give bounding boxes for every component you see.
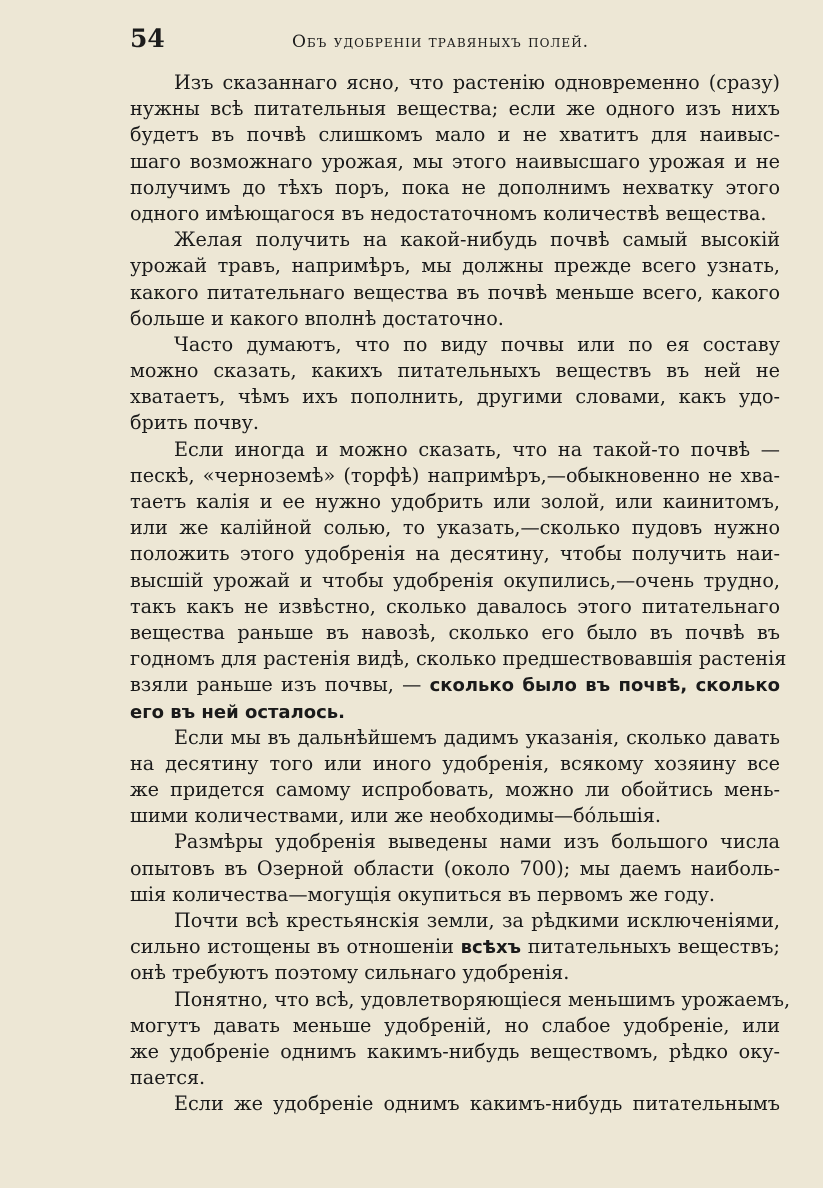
text-line: [130, 541, 780, 567]
body-text: [130, 70, 791, 1118]
line-text: взяли раньше изъ почвы, —: [130, 673, 430, 697]
paragraph-first-line: [130, 725, 780, 751]
paragraph-first-line: [130, 908, 780, 934]
line-text: на десятину того или иного удобренія, всякому хозяину все: [130, 751, 780, 775]
line-text: пается.: [130, 1066, 206, 1090]
line-text: вещества раньше въ навозѣ, сколько его было въ почвѣ въ: [130, 620, 780, 644]
line-text: Часто думаютъ, что по виду почвы или по ея составу: [174, 332, 780, 356]
line-text: какого питательнаго вещества въ почвѣ меньше всего, какого: [130, 280, 780, 304]
line-text: Если мы въ дальнѣйшемъ дадимъ указанія, сколько давать: [174, 725, 780, 749]
text-line: [130, 201, 780, 227]
paragraph-first-line: [130, 332, 780, 358]
line-text: одного имѣющагося въ недостаточномъ количествѣ вещества.: [130, 201, 767, 225]
line-text: Если же удобреніе однимъ какимъ-нибудь питательнымъ: [174, 1092, 780, 1116]
emphasized-phrase: сколько было въ почвѣ, сколько: [429, 675, 780, 697]
line-text: таетъ калія и ее нужно удобрить или золой, или каинитомъ,: [130, 490, 780, 513]
text-line: [130, 672, 780, 698]
page-number: 54: [130, 24, 165, 53]
line-text: годномъ для растенія видѣ, сколько предшествовавшія растенія: [130, 647, 787, 671]
paragraph-first-line: [130, 70, 780, 96]
text-line: [130, 568, 780, 594]
text-line: [130, 410, 780, 436]
text-line: [130, 699, 780, 725]
text-line: [130, 960, 780, 986]
line-text: Почти всѣ крестьянскія земли, за рѣдкими исключеніями,: [174, 909, 780, 932]
text-line: [130, 515, 780, 541]
line-text: Желая получить на какой-нибудь почвѣ самый высокій: [174, 228, 780, 252]
text-line: [130, 306, 780, 332]
page-header: [130, 18, 780, 58]
text-line: [130, 1065, 780, 1091]
paragraph-first-line: [130, 987, 791, 1013]
line-text: нужны всѣ питательныя вещества; если же одного изъ нихъ: [130, 97, 780, 121]
text-line: [130, 934, 780, 960]
paragraph-first-line: [130, 437, 780, 463]
text-line: [130, 882, 780, 908]
paragraph-first-line: [130, 227, 780, 253]
running-title: Объ удобреніи травяныхъ полей.: [292, 32, 590, 52]
line-text: же удобреніе однимъ какимъ-нибудь веществомъ, рѣдко оку-: [130, 1039, 780, 1063]
line-text-after: питательныхъ веществъ;: [521, 935, 780, 959]
line-text: или же калійной солью, то указать,—сколько пудовъ нужно: [130, 516, 780, 540]
line-text: шаго возможнаго урожая, мы этого наивысшаго урожая и не: [130, 149, 780, 173]
line-text: Понятно, что всѣ, удовлетворяющіеся меньшимъ урожаемъ,: [174, 987, 791, 1011]
line-text: шими количествами, или же необходимы—бо́льшія.: [130, 804, 662, 828]
line-text: Изъ сказаннаго ясно, что растенію одновременно (сразу): [174, 71, 780, 94]
line-text: урожай травъ, напримѣръ, мы должны прежде всего узнать,: [130, 254, 780, 278]
emphasized-phrase: его въ ней осталось.: [130, 701, 346, 723]
line-text: шія количества—могущія окупиться въ первомъ же году.: [130, 882, 715, 906]
line-text: хватаетъ, чѣмъ ихъ пополнить, другими словами, какъ удо-: [130, 385, 780, 409]
line-text: пескѣ, «черноземѣ» (торфѣ) напримѣръ,—обыкновенно не хва-: [130, 463, 780, 487]
text-line: [130, 594, 780, 620]
text-line: [130, 489, 780, 515]
line-text: положить этого удобренія на десятину, чтобы получить наи-: [130, 542, 780, 566]
paragraph-first-line: [130, 1091, 780, 1117]
text-line: [130, 777, 780, 803]
line-text: могутъ давать меньше удобреній, но слабое удобреніе, или: [130, 1013, 780, 1037]
text-line: [130, 751, 780, 777]
line-text: получимъ до тѣхъ поръ, пока не дополнимъ нехватку этого: [130, 175, 780, 199]
text-line: [130, 253, 780, 279]
text-line: [130, 280, 780, 306]
line-text: опытовъ въ Озерной области (около 700); мы даемъ наиболь-: [130, 856, 780, 880]
text-line: [130, 122, 780, 148]
text-line: [130, 1039, 780, 1065]
line-text: сильно истощены въ отношеніи: [130, 935, 461, 959]
text-line: [130, 1013, 780, 1039]
line-text: брить почву.: [130, 411, 260, 435]
line-text: Размѣры удобренія выведены нами изъ большого числа: [174, 830, 780, 854]
line-text: будетъ въ почвѣ слишкомъ мало и не хватитъ для наивыс-: [130, 123, 780, 147]
line-text: же придется самому испробовать, можно ли обойтись мень-: [130, 778, 780, 802]
line-text: такъ какъ не извѣстно, сколько давалось этого питательнаго: [130, 594, 780, 618]
text-line: [130, 856, 780, 882]
emphasized-word: всѣхъ: [460, 937, 522, 959]
text-line: [130, 96, 780, 122]
text-line: [130, 149, 780, 175]
text-line: [130, 620, 780, 646]
line-text: высшій урожай и чтобы удобренія окупились,—очень трудно,: [130, 568, 780, 592]
line-text: больше и какого вполнѣ достаточно.: [130, 306, 504, 330]
text-line: [130, 175, 780, 201]
text-line: [130, 646, 787, 672]
text-line: [130, 384, 780, 410]
line-text: Если иногда и можно сказать, что на такой-то почвѣ —: [174, 437, 780, 461]
line-text: онѣ требуютъ поэтому сильнаго удобренія.: [130, 961, 570, 985]
paragraph-first-line: [130, 829, 780, 855]
text-line: [130, 463, 780, 489]
line-text: можно сказать, какихъ питательныхъ веществъ въ ней не: [130, 359, 780, 383]
text-line: [130, 803, 780, 829]
text-line: [130, 358, 780, 384]
